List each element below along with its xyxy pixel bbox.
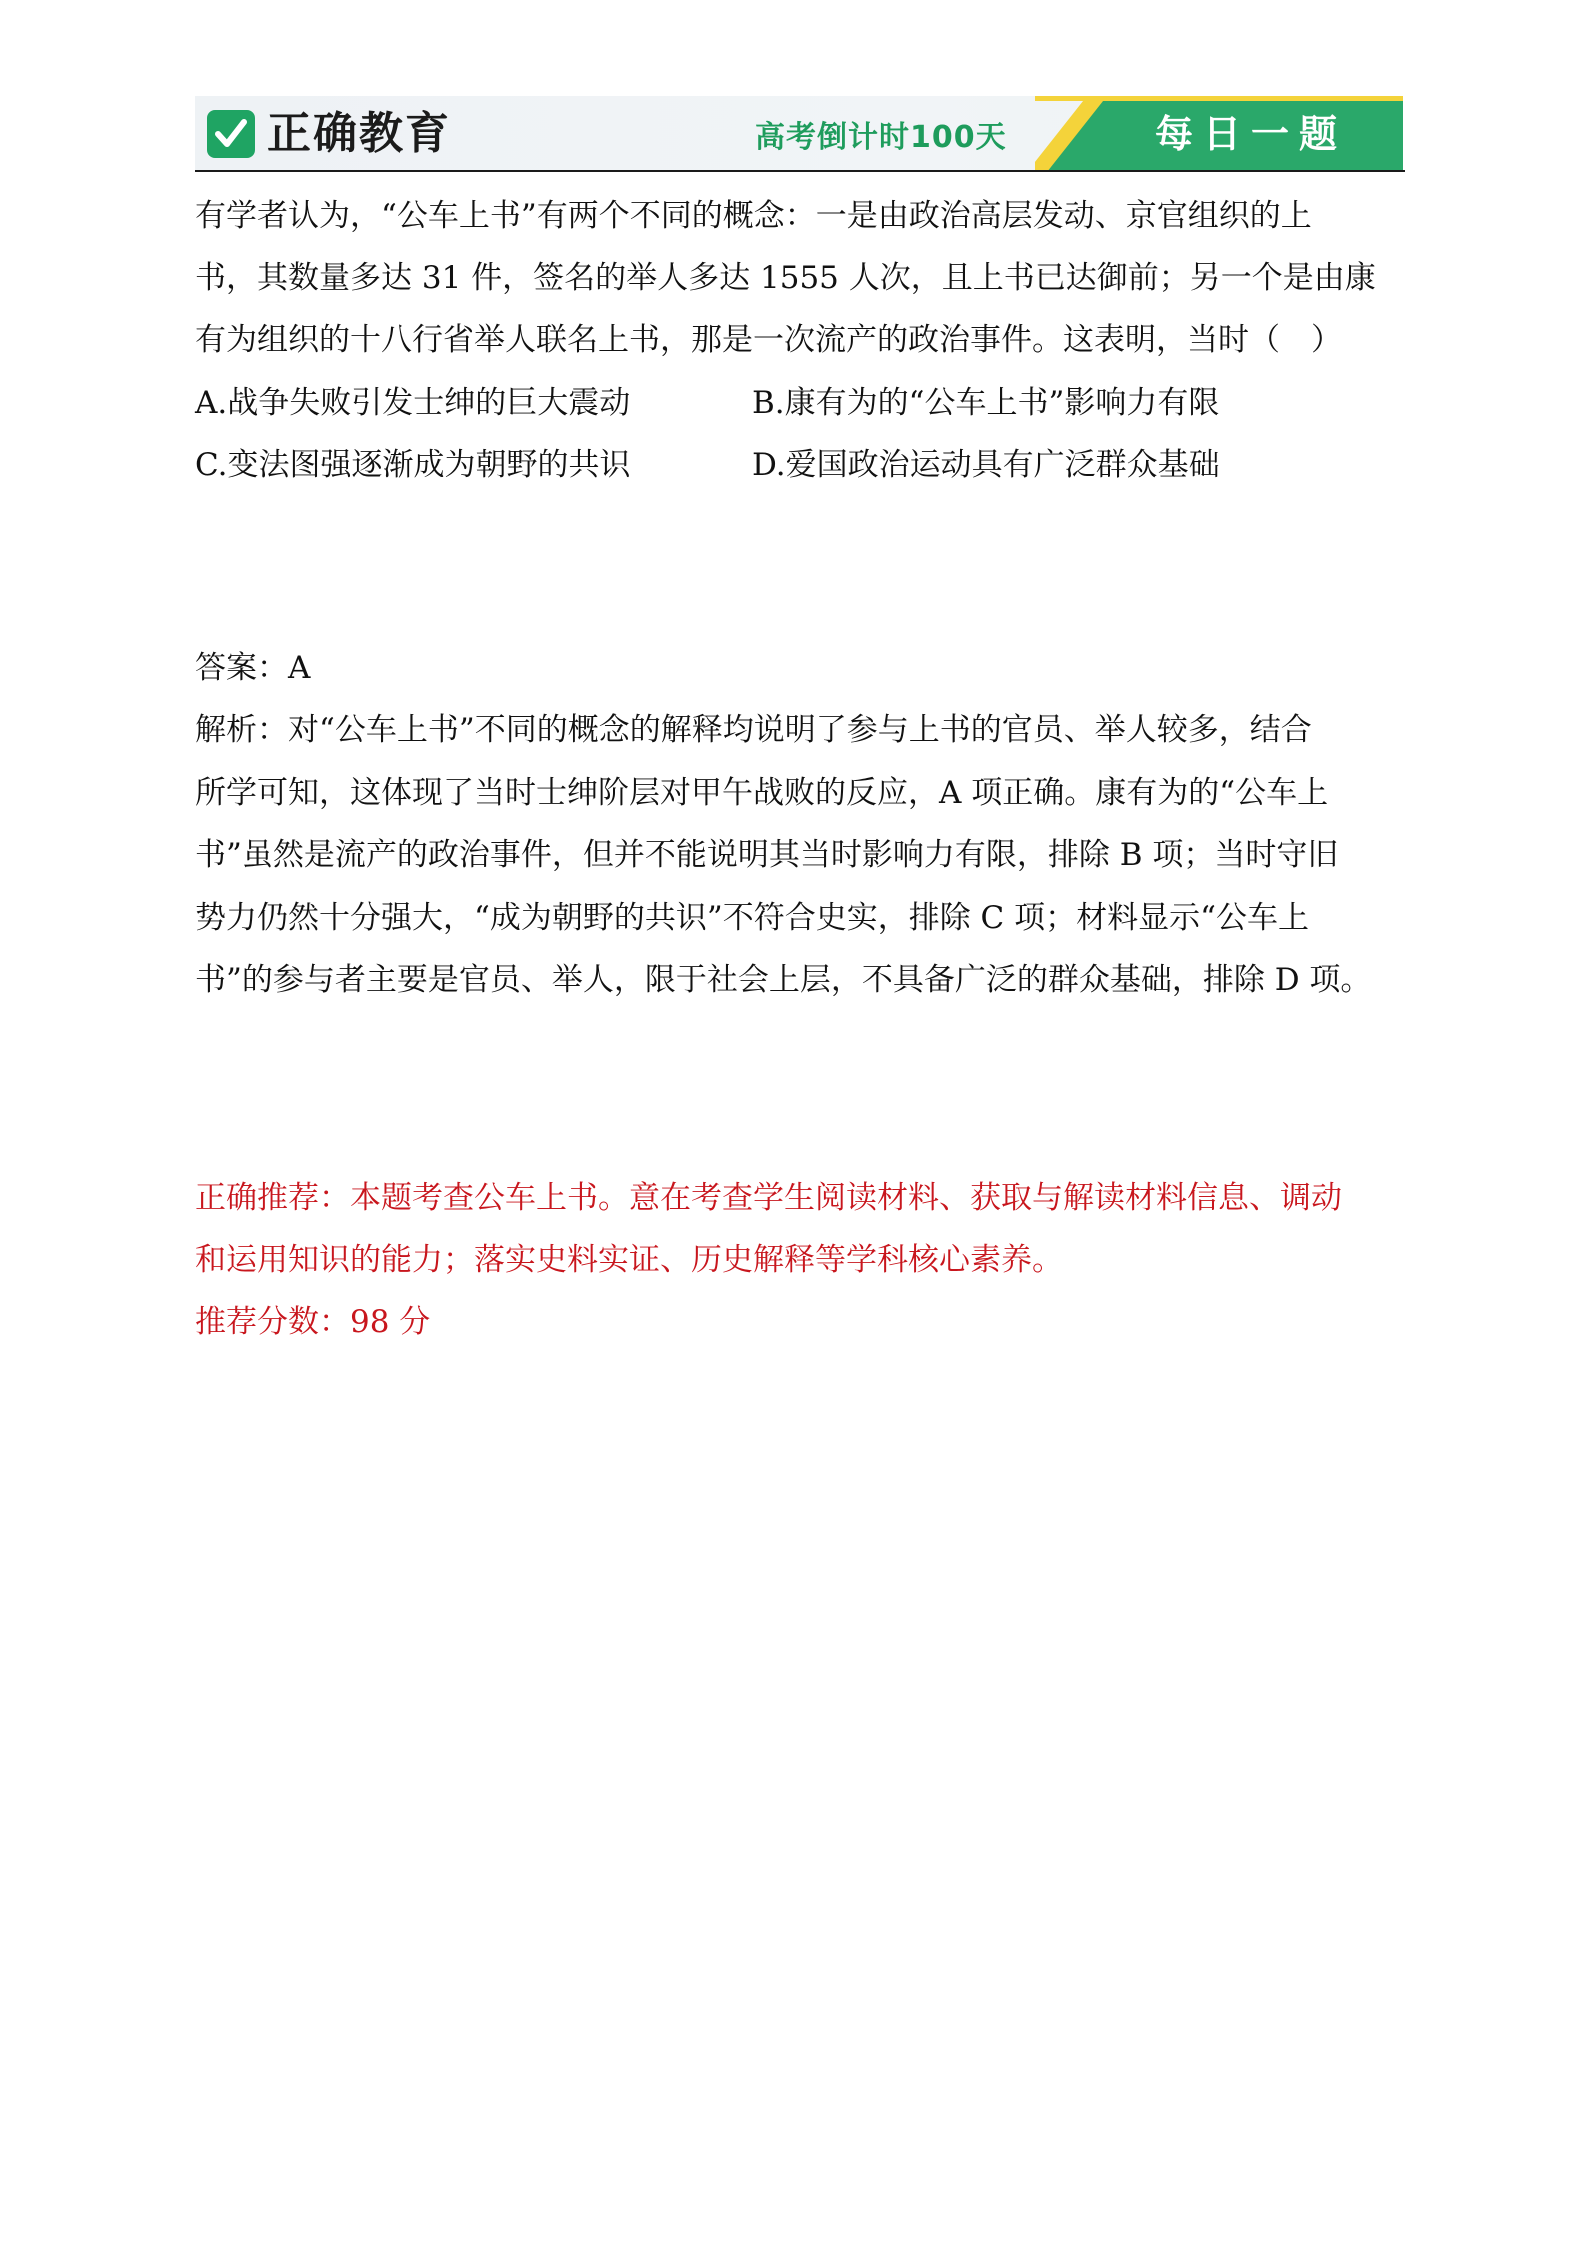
answer-line: 答案：A <box>195 650 311 686</box>
recommendation-line-1: 正确推荐：本题考查公车上书。意在考查学生阅读材料、获取与解读材料信息、调动 <box>195 1180 1342 1216</box>
option-b: B.康有为的“公车上书”影响力有限 <box>752 385 1220 421</box>
analysis-line-1: 解析：对“公车上书”不同的概念的解释均说明了参与上书的官员、举人较多，结合 <box>195 712 1312 748</box>
recommendation-score: 推荐分数：98 分 <box>195 1304 431 1340</box>
option-d: D.爱国政治运动具有广泛群众基础 <box>752 447 1220 483</box>
analysis-line-2: 所学可知，这体现了当时士绅阶层对甲午战败的反应，A 项正确。康有为的“公车上 <box>195 775 1329 811</box>
option-c: C.变法图强逐渐成为朝野的共识 <box>195 447 631 483</box>
question-line-2: 书，其数量多达 31 件，签名的举人多达 1555 人次，且上书已达御前；另一个是由康 <box>195 260 1376 296</box>
daily-question-label: 每日一题 <box>1155 112 1348 156</box>
countdown-label: 高考倒计时100天 <box>755 120 1007 155</box>
question-line-1: 有学者认为，“公车上书”有两个不同的概念：一是由政治高层发动、京官组织的上 <box>195 198 1312 234</box>
recommendation-line-2: 和运用知识的能力；落实史料实证、历史解释等学科核心素养。 <box>195 1242 1063 1278</box>
header-banner <box>195 96 1403 172</box>
option-a: A.战争失败引发士绅的巨大震动 <box>195 385 631 421</box>
question-line-3: 有为组织的十八行省举人联名上书，那是一次流产的政治事件。这表明，当时（ ） <box>195 322 1342 358</box>
brand-name: 正确教育 <box>267 108 451 159</box>
analysis-line-4: 势力仍然十分强大，“成为朝野的共识”不符合史实，排除 C 项；材料显示“公车上 <box>195 900 1309 936</box>
header-divider <box>195 170 1405 172</box>
analysis-line-3: 书”虽然是流产的政治事件，但并不能说明其当时影响力有限，排除 B 项；当时守旧 <box>195 837 1339 873</box>
check-icon <box>207 110 255 158</box>
analysis-line-5: 书”的参与者主要是官员、举人，限于社会上层，不具备广泛的群众基础，排除 D 项。 <box>195 962 1372 998</box>
